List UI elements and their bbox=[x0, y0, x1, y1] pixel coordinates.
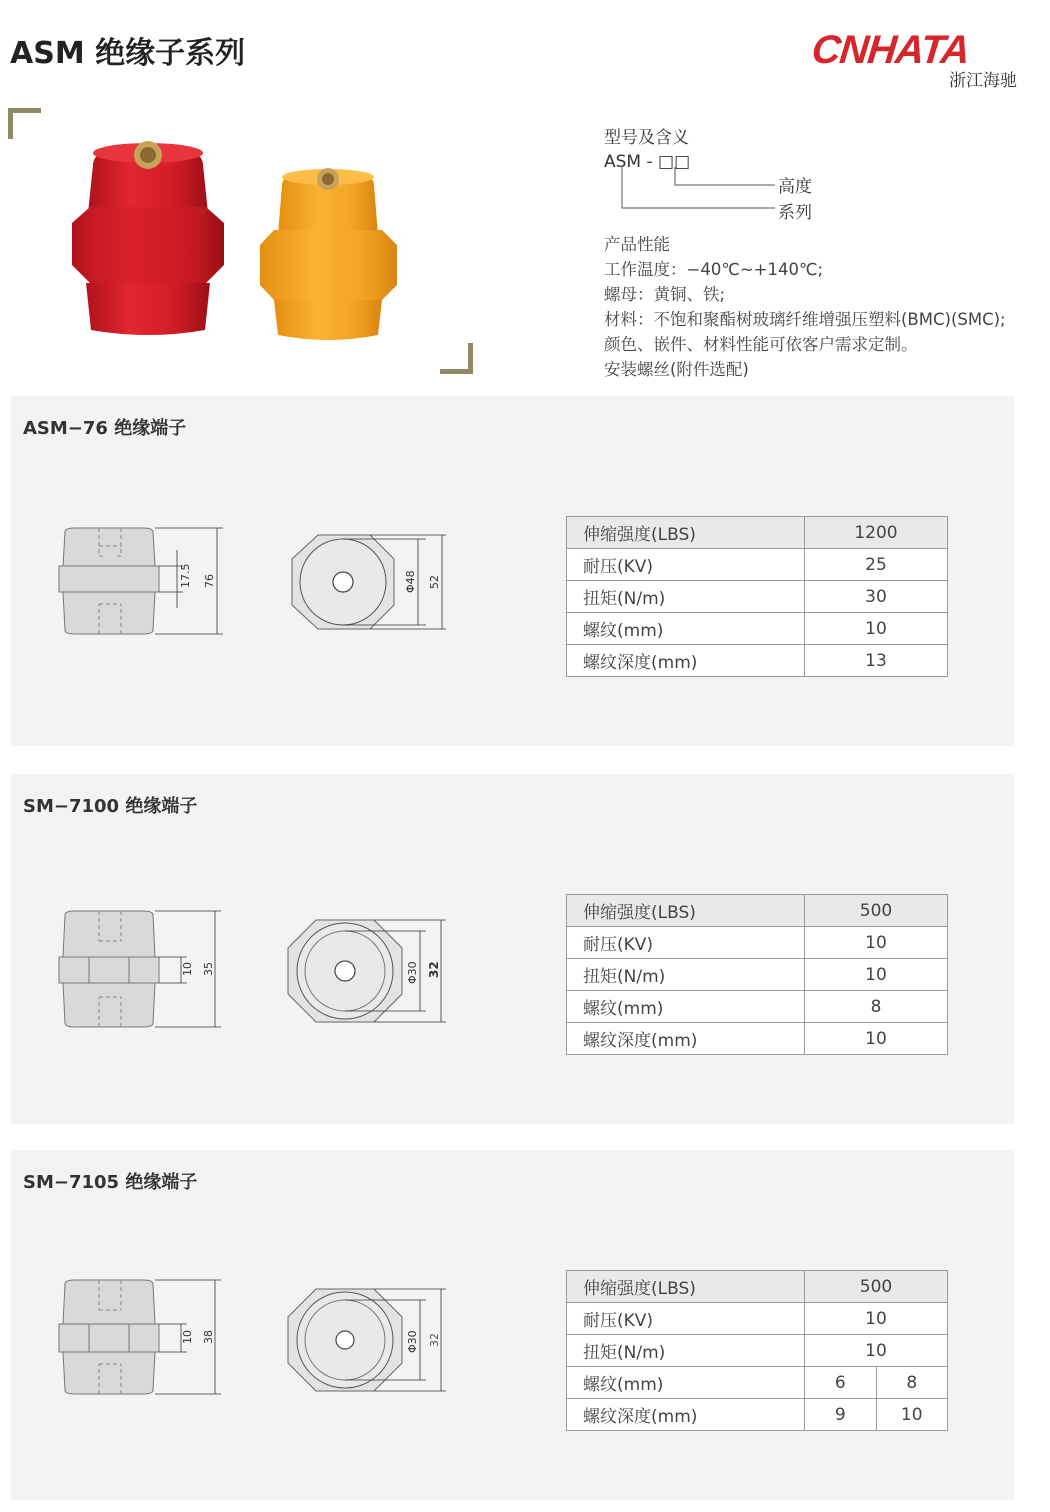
table-row bbox=[567, 1367, 948, 1399]
corner-bracket-bottom-right bbox=[440, 343, 473, 374]
meaning-height-label: 高度 bbox=[778, 177, 812, 197]
row-value: 500 bbox=[805, 1271, 948, 1303]
specs-line: 螺母：黄铜、铁; bbox=[604, 285, 726, 304]
meaning-series-label: 系列 bbox=[778, 203, 812, 223]
row-value: 10 bbox=[805, 613, 948, 645]
row-label: 耐压(KV) bbox=[567, 549, 805, 581]
row-label: 螺纹(mm) bbox=[567, 1367, 805, 1399]
table-row bbox=[567, 645, 948, 677]
table-row bbox=[567, 895, 948, 927]
row-value: 9 bbox=[805, 1399, 877, 1431]
product-section-sm7100 bbox=[11, 774, 1014, 1124]
row-label: 螺纹(mm) bbox=[567, 613, 805, 645]
top-view-drawing bbox=[286, 1285, 466, 1400]
specs-line: 颜色、嵌件、材料性能可依客户需求定制。 bbox=[604, 335, 918, 354]
section-title: SM−7105 绝缘端子 bbox=[23, 1172, 198, 1193]
row-value: 10 bbox=[805, 959, 948, 991]
dim-top-inner: Φ30 bbox=[406, 961, 419, 984]
red-insulator-image bbox=[72, 141, 224, 335]
logo-brand: CNHATA bbox=[809, 28, 972, 72]
row-value: 10 bbox=[805, 927, 948, 959]
table-row bbox=[567, 959, 948, 991]
table-row bbox=[567, 1271, 948, 1303]
logo-subtitle: 浙江海驰 bbox=[949, 71, 1017, 91]
dim-top-total: 32 bbox=[428, 1333, 441, 1347]
dim-side-total: 35 bbox=[202, 962, 215, 976]
table-row bbox=[567, 1399, 948, 1431]
row-label: 伸缩强度(LBS) bbox=[567, 517, 805, 549]
side-view-drawing bbox=[51, 909, 241, 1034]
top-view-drawing bbox=[286, 914, 466, 1029]
spec-table bbox=[566, 894, 948, 1055]
row-label: 扭矩(N/m) bbox=[567, 581, 805, 613]
row-label: 扭矩(N/m) bbox=[567, 959, 805, 991]
dim-top-inner: Φ30 bbox=[406, 1330, 419, 1353]
product-section-sm7105 bbox=[11, 1150, 1014, 1500]
row-label: 扭矩(N/m) bbox=[567, 1335, 805, 1367]
row-value: 8 bbox=[876, 1367, 948, 1399]
dim-side-total: 38 bbox=[202, 1330, 215, 1344]
section-title: SM−7100 绝缘端子 bbox=[23, 796, 198, 817]
product-section-asm76 bbox=[11, 396, 1014, 746]
page-title: ASM 绝缘子系列 bbox=[10, 36, 246, 71]
row-label: 螺纹深度(mm) bbox=[567, 1399, 805, 1431]
table-row bbox=[567, 613, 948, 645]
product-photo bbox=[60, 135, 410, 345]
table-row bbox=[567, 581, 948, 613]
company-logo bbox=[809, 28, 1017, 92]
dim-top-inner: Φ48 bbox=[404, 570, 417, 593]
dim-side-inner: 17.5 bbox=[179, 563, 192, 588]
table-row bbox=[567, 1335, 948, 1367]
row-value: 1200 bbox=[805, 517, 948, 549]
spec-table bbox=[566, 1270, 948, 1431]
row-label: 螺纹深度(mm) bbox=[567, 645, 805, 677]
table-row bbox=[567, 927, 948, 959]
meaning-code: ASM - □□ bbox=[604, 152, 691, 172]
row-value: 500 bbox=[805, 895, 948, 927]
table-row bbox=[567, 549, 948, 581]
row-value: 8 bbox=[805, 991, 948, 1023]
side-view-drawing bbox=[51, 1278, 241, 1400]
row-label: 螺纹深度(mm) bbox=[567, 1023, 805, 1055]
dim-side-inner: 10 bbox=[181, 1330, 194, 1344]
product-specs bbox=[604, 232, 1006, 382]
row-value: 10 bbox=[805, 1023, 948, 1055]
row-label: 伸缩强度(LBS) bbox=[567, 1271, 805, 1303]
specs-line: 材料：不饱和聚酯树玻璃纤维增强压塑料(BMC)(SMC); bbox=[604, 310, 1006, 329]
yellow-insulator-image bbox=[260, 168, 397, 340]
dim-side-inner: 10 bbox=[181, 962, 194, 976]
row-value: 10 bbox=[876, 1399, 948, 1431]
corner-bracket-top-left bbox=[8, 108, 41, 139]
side-view-drawing bbox=[51, 526, 241, 641]
row-value: 10 bbox=[805, 1303, 948, 1335]
row-label: 耐压(KV) bbox=[567, 927, 805, 959]
meaning-heading: 型号及含义 bbox=[604, 128, 689, 148]
row-label: 螺纹(mm) bbox=[567, 991, 805, 1023]
row-value: 6 bbox=[805, 1367, 877, 1399]
specs-line: 工作温度：−40℃~+140℃; bbox=[604, 260, 824, 279]
row-value: 25 bbox=[805, 549, 948, 581]
row-label: 伸缩强度(LBS) bbox=[567, 895, 805, 927]
row-value: 10 bbox=[805, 1335, 948, 1367]
meaning-connector-lines bbox=[600, 165, 780, 215]
dim-top-total: 52 bbox=[428, 575, 441, 589]
dim-side-total: 76 bbox=[203, 574, 216, 588]
section-title: ASM−76 绝缘端子 bbox=[23, 418, 187, 439]
table-row bbox=[567, 1303, 948, 1335]
specs-heading: 产品性能 bbox=[604, 235, 670, 254]
top-view-drawing bbox=[286, 531, 466, 641]
dim-top-total: 32 bbox=[427, 961, 441, 978]
table-row bbox=[567, 991, 948, 1023]
row-value: 13 bbox=[805, 645, 948, 677]
row-value: 30 bbox=[805, 581, 948, 613]
row-label: 耐压(KV) bbox=[567, 1303, 805, 1335]
table-row bbox=[567, 517, 948, 549]
spec-table bbox=[566, 516, 948, 677]
table-row bbox=[567, 1023, 948, 1055]
specs-line: 安装螺丝(附件选配) bbox=[604, 360, 749, 379]
